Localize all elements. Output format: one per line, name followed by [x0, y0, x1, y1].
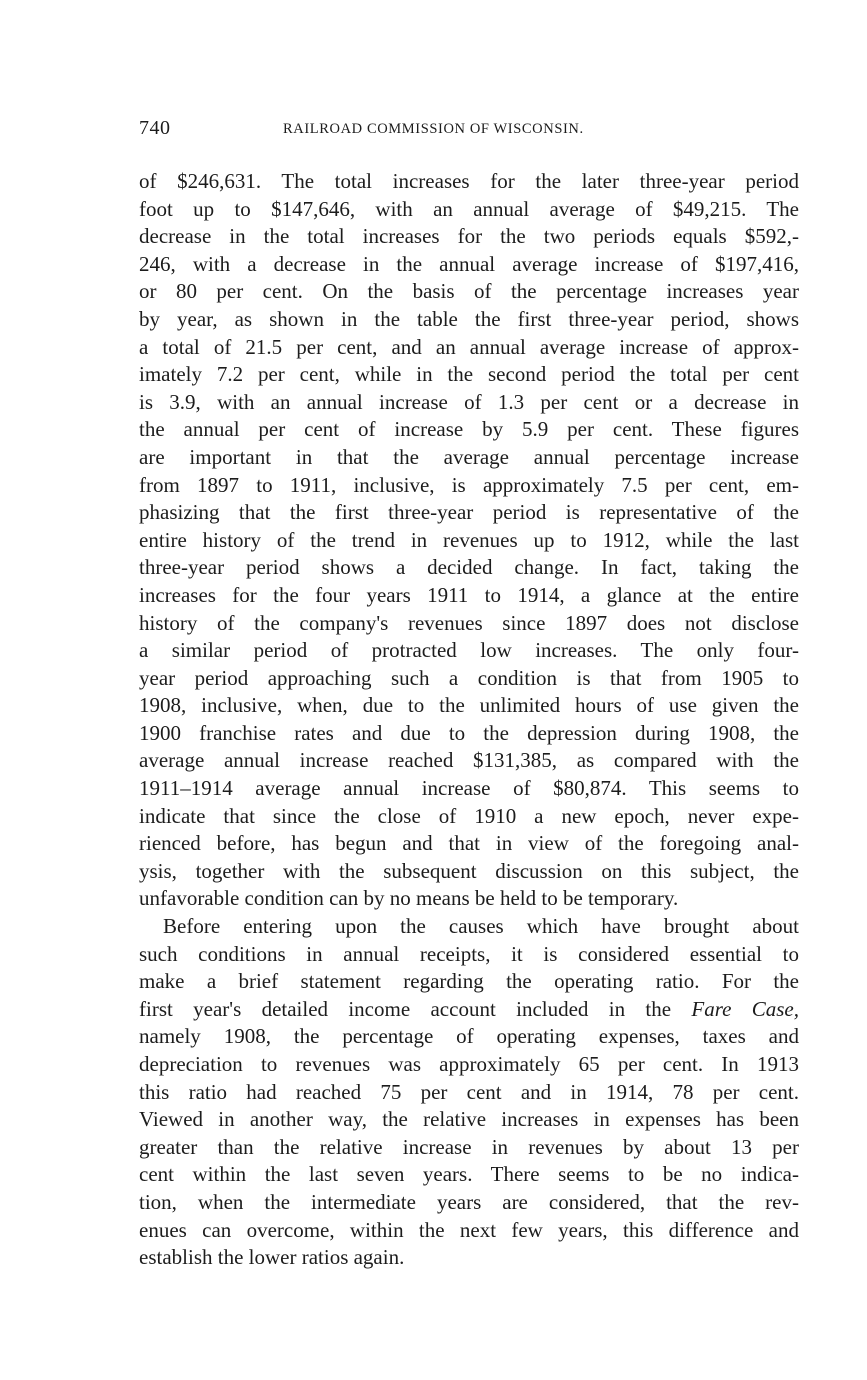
text-line: average annual increase reached $131,385, as compared with the: [139, 748, 799, 773]
text-line: greater than the relative increase in revenues by about 13 per: [139, 1134, 799, 1159]
text-line: 246, with a decrease in the annual average increase of $197,416,: [139, 251, 799, 276]
text-line: decrease in the total increases for the two periods equals $592,-: [139, 224, 799, 249]
page-header: [139, 117, 799, 145]
text-line: is 3.9, with an annual increase of 1.3 per cent or a decrease in: [139, 389, 799, 414]
text-line: foot up to $147,646, with an annual average of $49,215. The: [139, 196, 799, 221]
text-line: namely 1908, the percentage of operating expenses, taxes and: [139, 1024, 799, 1049]
text-line: 1908, inclusive, when, due to the unlimited hours of use given the: [139, 693, 799, 718]
text-line: entire history of the trend in revenues up to 1912, while the last: [139, 527, 799, 552]
text-line: ysis, together with the subsequent discussion on this subject, the: [139, 858, 799, 883]
text-line: are important in that the average annual percentage increase: [139, 444, 799, 469]
body-text: [139, 168, 799, 1272]
text-line: from 1897 to 1911, inclusive, is approximately 7.5 per cent, em-: [139, 472, 799, 497]
text-line: unfavorable condition can by no means be held to be temporary.: [139, 886, 679, 911]
page-number: 740: [139, 117, 171, 139]
text-line: this ratio had reached 75 per cent and in 1914, 78 per cent.: [139, 1079, 799, 1104]
text-line: 1911–1914 average annual increase of $80,874. This seems to: [139, 776, 799, 801]
text-line: Viewed in another way, the relative increases in expenses has been: [139, 1107, 799, 1132]
text-line: rienced before, has begun and that in view of the foregoing anal-: [139, 831, 799, 856]
text-line: indicate that since the close of 1910 a new epoch, never expe-: [139, 803, 799, 828]
text-line: of $246,631. The total increases for the later three-year period: [139, 169, 799, 193]
text-line: 1900 franchise rates and due to the depression during 1908, the: [139, 720, 799, 745]
text-line: a total of 21.5 per cent, and an annual average increase of approx-: [139, 334, 799, 359]
text-line: cent within the last seven years. There seems to be no indica-: [139, 1162, 799, 1187]
text-line: a similar period of protracted low increases. The only four-: [139, 638, 799, 663]
text-line: the annual per cent of increase by 5.9 per cent. These figures: [139, 417, 799, 442]
text-line: depreciation to revenues was approximately 65 per cent. In 1913: [139, 1052, 799, 1076]
text-line-with-italic: [139, 996, 799, 1024]
text-line: three-year period shows a decided change. In fact, taking the: [139, 555, 799, 580]
paragraph-2: [139, 913, 799, 1272]
text-line: make a brief statement regarding the operating ratio. For the: [139, 969, 799, 994]
running-head: RAILROAD COMMISSION OF WISCONSIN.: [283, 121, 584, 137]
text-segment: first year's detailed income account included in the: [139, 996, 692, 1021]
case-title-italic: Fare Case,: [691, 996, 800, 1021]
text-line: Before entering upon the causes which have brought about: [163, 914, 799, 939]
text-line: year period approaching such a condition is that from 1905 to: [139, 665, 799, 690]
text-line: by year, as shown in the table the first three-year period, shows: [139, 306, 799, 331]
text-line: enues can overcome, within the next few years, this difference and: [139, 1217, 799, 1242]
text-line: increases for the four years 1911 to 1914, a glance at the entire: [139, 582, 799, 607]
text-line: phasizing that the first three-year period is representative of the: [139, 500, 799, 525]
text-line: imately 7.2 per cent, while in the second period the total per cent: [139, 362, 799, 387]
text-line: or 80 per cent. On the basis of the percentage increases year: [139, 279, 799, 304]
text-line: such conditions in annual receipts, it is considered essential to: [139, 941, 799, 966]
paragraph-1: [139, 168, 799, 913]
text-line: establish the lower ratios again.: [139, 1245, 405, 1270]
text-line: tion, when the intermediate years are considered, that the rev-: [139, 1189, 799, 1214]
text-line: history of the company's revenues since 1897 does not disclose: [139, 610, 799, 635]
